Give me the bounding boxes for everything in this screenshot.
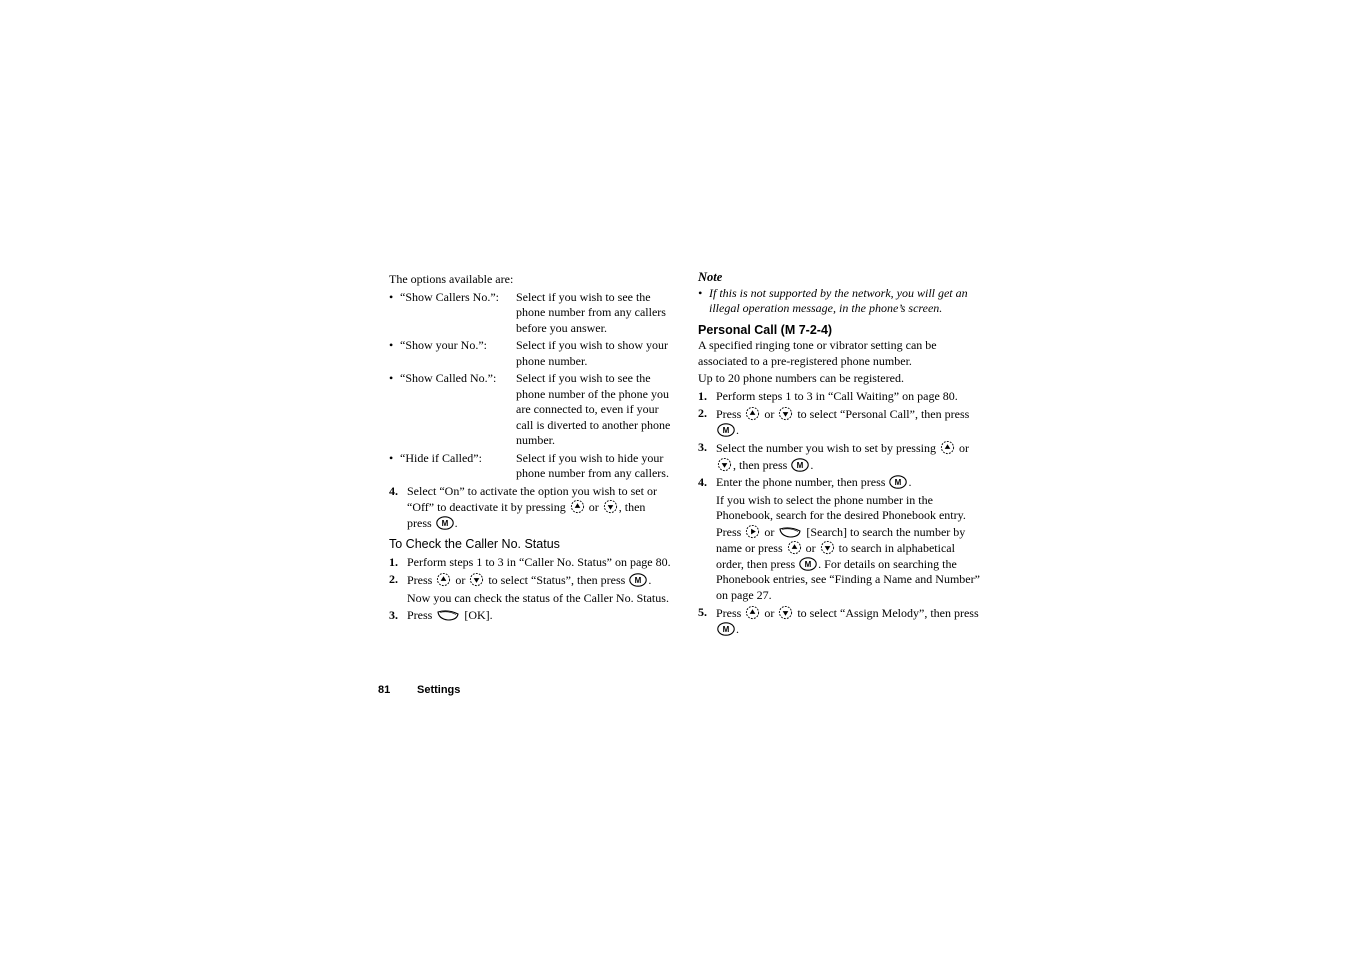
step-1: 1. Perform steps 1 to 3 in “Call Waiting” on page 80.: [698, 388, 958, 403]
check-step-1: 1. Perform steps 1 to 3 in “Caller No. Status” on page 80.: [389, 554, 671, 569]
step-number: 2.: [389, 572, 398, 586]
page-number: 81: [378, 684, 391, 696]
down-key-icon: [469, 572, 484, 587]
step-2: 2. Press or to select “Personal Call”, then press .: [698, 406, 970, 437]
step-number: 1.: [698, 388, 707, 403]
bullet: •: [698, 285, 703, 300]
up-key-icon: [570, 499, 585, 514]
down-key-icon: [778, 605, 793, 620]
check-step-2: 2. Press or to select “Status”, then press . Now you can check the status of the Caller No. Status.: [389, 572, 671, 606]
option-item: [389, 290, 671, 337]
down-key-icon: [820, 540, 835, 555]
step-number: 2.: [698, 406, 707, 420]
menu-key-icon: [889, 475, 907, 489]
menu-key-icon: [717, 622, 735, 636]
bullet: •: [389, 289, 394, 304]
up-key-icon: [787, 540, 802, 555]
down-key-icon: [778, 406, 793, 421]
bullet: •: [389, 338, 394, 352]
up-key-icon: [745, 406, 760, 421]
soft-key-icon: [778, 525, 802, 539]
menu-key-icon: [629, 573, 647, 587]
step-4: 4. Enter the phone number, then press . If you wish to select the phone number in the Phonebook, search for the desired Phonebook entry. Press or [Search] to search the number by name or press or to search in alphabetical order, then press . For details on searching the Phonebook entries, see “Finding a Name and Number” on page 27.: [698, 475, 980, 602]
menu-key-icon: [791, 458, 809, 472]
step-number: 4.: [698, 475, 707, 489]
option-item: [389, 371, 671, 449]
menu-key-icon: [717, 423, 735, 437]
menu-key-icon: [436, 516, 454, 530]
up-key-icon: [940, 440, 955, 455]
left-column: [389, 270, 671, 624]
option-desc: Select if you wish to see the phone number from any callers before you answer.: [516, 289, 666, 335]
section-heading: To Check the Caller No. Status: [389, 537, 560, 551]
bullet: •: [389, 450, 394, 465]
down-key-icon: [603, 499, 618, 514]
right-key-icon: [745, 524, 760, 539]
paragraph: A specified ringing tone or vibrator setting can be associated to a pre-registered phone number.: [698, 338, 937, 368]
paragraph: Up to 20 phone numbers can be registered.: [698, 371, 904, 385]
option-label: “Show Called No.”:: [400, 371, 497, 385]
step-number: 3.: [698, 440, 707, 454]
step-number: 5.: [698, 605, 707, 619]
step-number: 1.: [389, 554, 398, 569]
option-desc: Select if you wish to show your phone number.: [516, 338, 668, 368]
right-column: [698, 270, 980, 637]
option-label: “Hide if Called”:: [400, 450, 482, 465]
option-label: “Show Callers No.”:: [400, 289, 499, 304]
step-sub-text: Now you can check the status of the Caller No. Status.: [407, 590, 669, 605]
step-number: 3.: [389, 608, 398, 622]
options-intro: The options available are:: [389, 272, 514, 286]
note-item: [698, 286, 980, 317]
up-key-icon: [436, 572, 451, 587]
step-sub-text: If you wish to select the phone number in the Phonebook, search for the desired Phonebook entry. Press or [Search] to search the number by name or press or to search in alphabetical order, then press . For details on searching the Phonebook entries, see “Finding a Name and Number” on page 27.: [716, 492, 980, 602]
step-number: 4.: [389, 483, 398, 498]
option-label: “Show your No.”:: [400, 338, 487, 352]
step-3: 3. Select the number you wish to set by pressing or , then press .: [698, 440, 969, 472]
option-item: [389, 451, 671, 482]
footer-section-title: Settings: [417, 684, 461, 696]
option-item: [389, 338, 671, 369]
note-title: Note: [698, 270, 723, 284]
check-step-3: 3. Press [OK].: [389, 608, 493, 622]
down-key-icon: [717, 457, 732, 472]
up-key-icon: [745, 605, 760, 620]
step-4: 4. Select “On” to activate the option you wish to set or “Off” to deactivate it by pressing or , then press .: [389, 483, 657, 530]
step-5: 5. Press or to select “Assign Melody”, then press .: [698, 605, 979, 636]
option-desc: Select if you wish to hide your phone number from any callers.: [516, 450, 669, 480]
bullet: •: [389, 371, 394, 385]
menu-key-icon: [799, 557, 817, 571]
option-desc: Select if you wish to see the phone number of the phone you are connected to, even if your call is diverted to another phone number.: [516, 371, 671, 447]
soft-key-icon: [436, 608, 460, 622]
section-heading: Personal Call (M 7-2-4): [698, 322, 833, 337]
note-text: If this is not supported by the network, you will get an illegal operation message, in the phone’s screen.: [709, 285, 968, 315]
